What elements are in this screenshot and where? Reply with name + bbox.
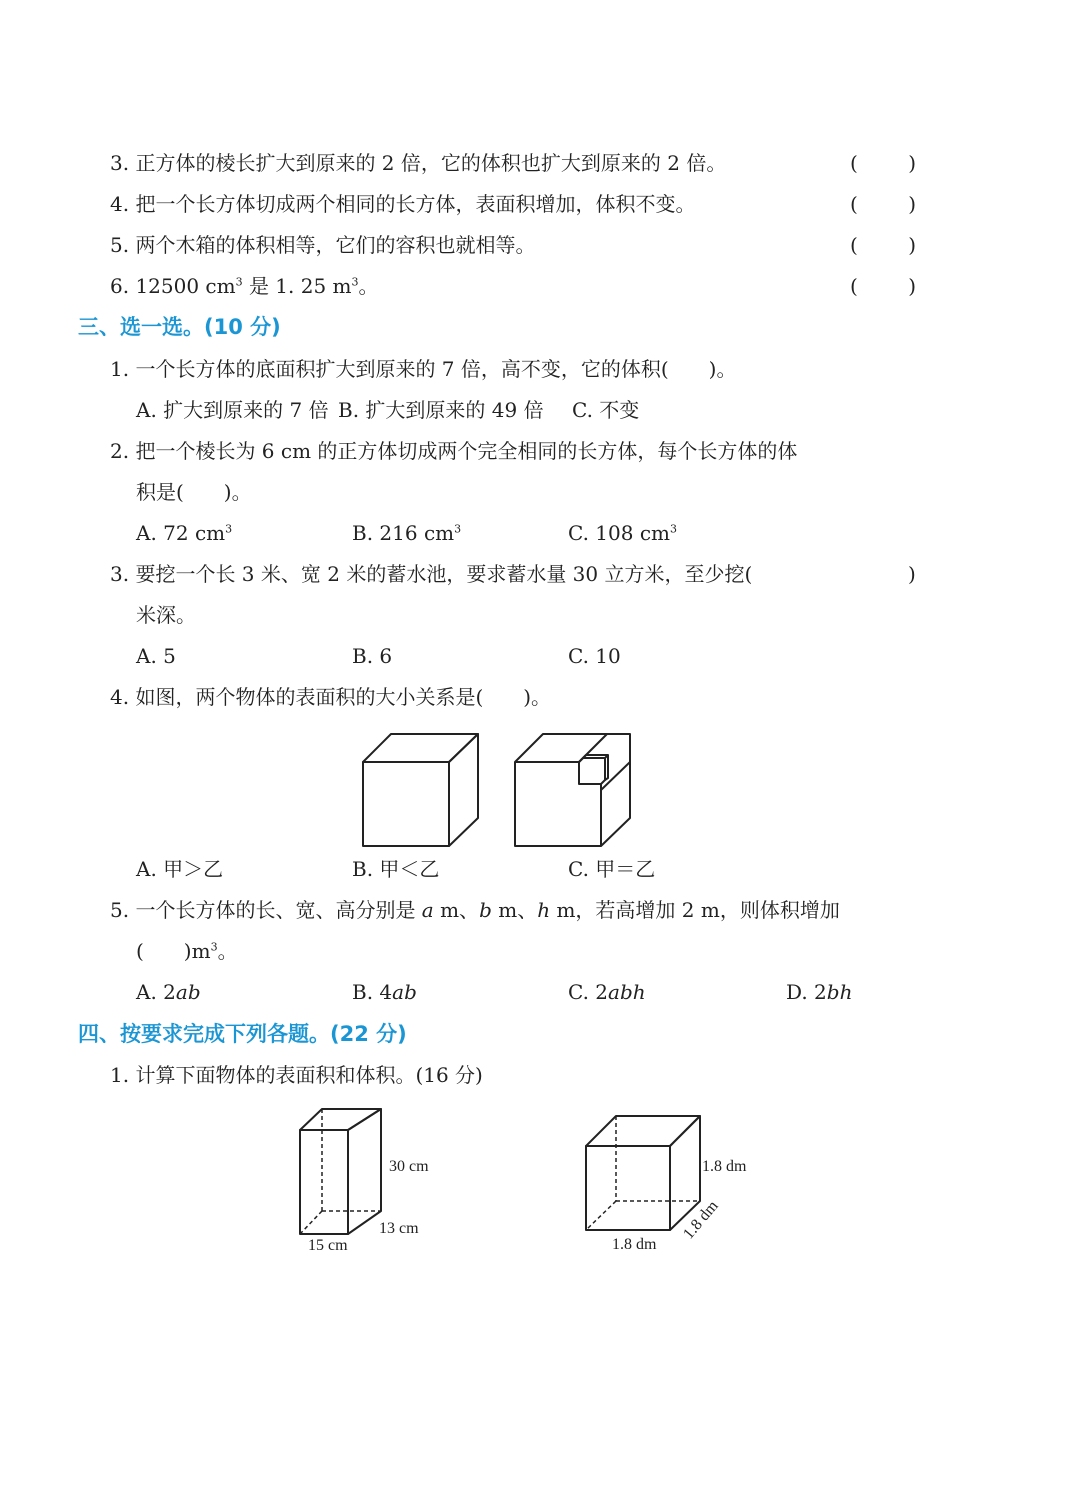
item-text: 是 1. 25 m <box>242 274 352 298</box>
item-text: 。 <box>358 274 379 298</box>
cube-top-face <box>586 1116 700 1146</box>
judge-item-4: 4. 把一个长方体切成两个相同的长方体，表面积增加，体积不变。 <box>110 192 696 216</box>
superscript: 3 <box>351 275 359 289</box>
section-title-4: 四、按要求完成下列各题。(22 分) <box>78 1022 407 1046</box>
superscript: 3 <box>454 522 462 536</box>
judge-item-5: 5. 两个木箱的体积相等，它们的容积也就相等。 <box>110 233 536 257</box>
stem-text: m、 <box>491 898 538 922</box>
option-b[interactable] <box>352 977 417 1007</box>
option-text: C. 2 <box>568 980 609 1004</box>
section-title-3: 三、选一选。(10 分) <box>78 315 281 339</box>
depth-label: 1.8 dm <box>680 1197 722 1243</box>
option-text: B. 4 <box>352 980 393 1004</box>
question-4-1: 1. 计算下面物体的表面积和体积。(16 分) <box>110 1063 483 1087</box>
option-c[interactable] <box>568 977 646 1007</box>
option-c[interactable]: C. 10 <box>568 644 621 668</box>
option-var: ab <box>392 980 417 1004</box>
height-label: 30 cm <box>389 1158 429 1175</box>
question-3-2: 2. 把一个棱长为 6 cm 的正方体切成两个完全相同的长方体，每个长方体的体 <box>110 439 798 463</box>
option-var: ab <box>175 980 201 1004</box>
height-label: 1.8 dm <box>702 1158 747 1175</box>
item-text: 6. 12500 cm <box>110 274 236 298</box>
superscript: 3 <box>210 940 218 954</box>
question-3-3: 3. 要挖一个长 3 米、宽 2 米的蓄水池，要求蓄水量 30 立方米，至少挖( <box>110 562 753 586</box>
cube-top-face <box>363 734 478 762</box>
question-3-3-cont: 米深。 <box>136 603 196 627</box>
option-b[interactable]: B. 6 <box>352 644 393 668</box>
cuboid-side-face <box>348 1109 381 1234</box>
stem-text: m，若高增加 2 m，则体积增加 <box>550 898 840 922</box>
paren-close: ) <box>908 151 916 175</box>
option-var: abh <box>608 980 646 1004</box>
variable-a: a <box>421 898 434 922</box>
cube-side-face <box>449 734 478 846</box>
option-text: B. 216 cm <box>352 521 455 545</box>
option-c[interactable]: C. 不变 <box>572 398 640 422</box>
option-var: bh <box>826 980 853 1004</box>
option-d[interactable] <box>786 977 852 1007</box>
stem-text: m、 <box>433 898 480 922</box>
cube-figure <box>578 1108 778 1258</box>
paren-open: ( <box>850 233 858 257</box>
cube-yi-figure <box>512 730 637 850</box>
judge-item-6 <box>110 271 379 301</box>
cube-front-face <box>363 762 449 846</box>
variable-b: b <box>479 898 492 922</box>
superscript: 3 <box>235 275 243 289</box>
option-a[interactable] <box>136 518 232 548</box>
judge-item-3: 3. 正方体的棱长扩大到原来的 2 倍，它的体积也扩大到原来的 2 倍。 <box>110 151 727 175</box>
option-b[interactable] <box>352 518 461 548</box>
answer-blank[interactable]: ( )m <box>136 939 211 963</box>
cuboid-figure <box>290 1100 450 1260</box>
option-text: A. 2 <box>136 980 176 1004</box>
option-a[interactable]: A. 甲＞乙 <box>136 857 224 881</box>
paren-open: ( <box>850 192 858 216</box>
hidden-edge <box>586 1201 616 1230</box>
option-a[interactable]: A. 扩大到原来的 7 倍 <box>136 398 329 422</box>
paren-close: ) <box>908 233 916 257</box>
width-label: 13 cm <box>379 1220 419 1237</box>
cuboid-top-face <box>300 1109 381 1130</box>
superscript: 3 <box>670 522 678 536</box>
option-c[interactable]: C. 甲＝乙 <box>568 857 656 881</box>
question-3-1: 1. 一个长方体的底面积扩大到原来的 7 倍，高不变，它的体积( )。 <box>110 357 737 381</box>
option-text: D. 2 <box>786 980 827 1004</box>
stem-text: 5. 一个长方体的长、宽、高分别是 <box>110 898 422 922</box>
paren-open: ( <box>850 151 858 175</box>
question-3-4: 4. 如图，两个物体的表面积的大小关系是( )。 <box>110 685 552 709</box>
option-text: C. 108 cm <box>568 521 671 545</box>
paren-open: ( <box>850 274 858 298</box>
paren-close: ) <box>908 274 916 298</box>
hidden-edge <box>300 1211 322 1234</box>
length-label: 15 cm <box>308 1237 348 1254</box>
option-a[interactable] <box>136 977 201 1007</box>
stem-text: 。 <box>217 939 238 963</box>
option-b[interactable]: B. 扩大到原来的 49 倍 <box>338 398 544 422</box>
superscript: 3 <box>225 522 233 536</box>
cuboid-front-face <box>300 1130 348 1234</box>
question-3-3-close: ) <box>908 562 916 586</box>
variable-h: h <box>537 898 551 922</box>
option-b[interactable]: B. 甲＜乙 <box>352 857 440 881</box>
length-label: 1.8 dm <box>612 1236 657 1253</box>
cube-jia-figure <box>360 730 485 850</box>
option-a[interactable]: A. 5 <box>136 644 176 668</box>
question-3-2-cont: 积是( )。 <box>136 480 252 504</box>
paren-close: ) <box>908 192 916 216</box>
option-text: A. 72 cm <box>136 521 226 545</box>
question-3-5 <box>110 895 840 925</box>
option-c[interactable] <box>568 518 677 548</box>
question-3-5-cont <box>136 936 238 966</box>
